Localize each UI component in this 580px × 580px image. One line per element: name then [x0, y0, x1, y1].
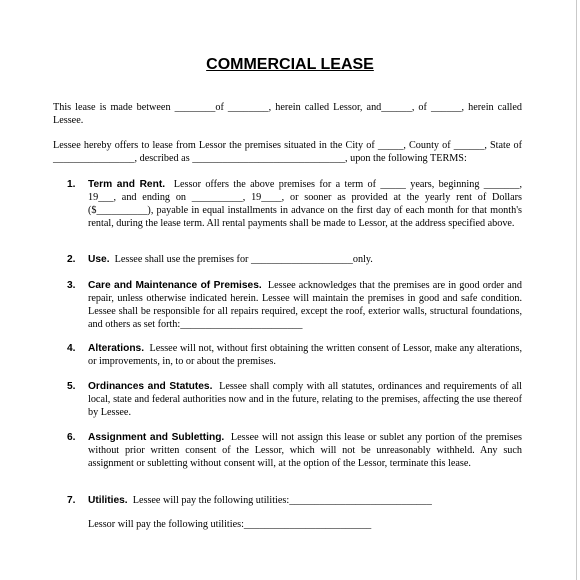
section-heading: Utilities.: [88, 495, 128, 506]
section-body: [88, 380, 522, 419]
page-edge: [576, 0, 577, 580]
section-body: [88, 494, 522, 507]
section-number: 7.: [67, 495, 76, 506]
section-text: Lessee will pay the following utilities:____________________________: [132, 495, 432, 506]
section-text: Lessee shall comply with all statutes, ordinances and requirements of all local, state and federal authorities now and in the future, relating to the premises, affecting the use thereof by Lessee.: [88, 381, 522, 418]
section-text: Lessee will not, without first obtaining the written consent of Lessor, make any alterations, or improvements, in, to or about the premises.: [88, 343, 523, 367]
intro-paragraph: This lease is made between ________of ________, herein called Lessor, and______, of ______, herein called Lessee.: [53, 102, 522, 126]
section-text: Lessee acknowledges that the premises are in good order and repair, unless otherwise indicated herein. Lessee will maintain the premises in good and safe condition. Lessee shall be responsible for all repairs required, except the roof, exterior walls, structural foundations, and others as set forth:________________________: [88, 280, 522, 330]
section-heading: Use.: [88, 254, 110, 265]
section-number: 6.: [67, 432, 76, 443]
section-body: [88, 279, 522, 331]
section-text: Lessee shall use the premises for ____________________only.: [114, 254, 373, 265]
section-body: [88, 178, 522, 230]
section-number: 3.: [67, 280, 76, 291]
section-body: [88, 431, 522, 470]
section-heading: Ordinances and Statutes.: [88, 381, 213, 392]
offer-paragraph: Lessee hereby offers to lease from Lessor the premises situated in the City of _____, County of ______, State of ________________, described as ______________________________, upon the following TERMS:: [53, 140, 522, 164]
section-heading: Alterations.: [88, 343, 145, 354]
section-number: 1.: [67, 179, 76, 190]
lessor-utilities-line: Lessor will pay the following utilities:_________________________: [88, 519, 372, 530]
section-heading: Assignment and Subletting.: [88, 432, 225, 443]
section-number: 5.: [67, 381, 76, 392]
section-heading: Term and Rent.: [88, 179, 166, 190]
section-text: Lessor offers the above premises for a term of _____ years, beginning _______, 19___, and ending on __________, 19____, or sooner as provided at the yearly rent of Dollars ($__________), payable in equal installments in advance on the first day of each month for that month's rental, during the lease term. All rental payments shall be made to Lessor, at the address specified above.: [88, 179, 522, 229]
section-body: [88, 342, 522, 368]
page-title: COMMERCIAL LEASE: [206, 56, 374, 73]
section-body: [88, 253, 522, 266]
section-number: 2.: [67, 254, 76, 265]
section-heading: Care and Maintenance of Premises.: [88, 280, 262, 291]
section-number: 4.: [67, 343, 76, 354]
section-text: Lessee will not assign this lease or sublet any portion of the premises without prior written consent of the Lessor, which will not be unreasonably withheld. Any such assignment or subletting without consent will, at the option of the Lessor, terminate this lease.: [88, 432, 522, 469]
